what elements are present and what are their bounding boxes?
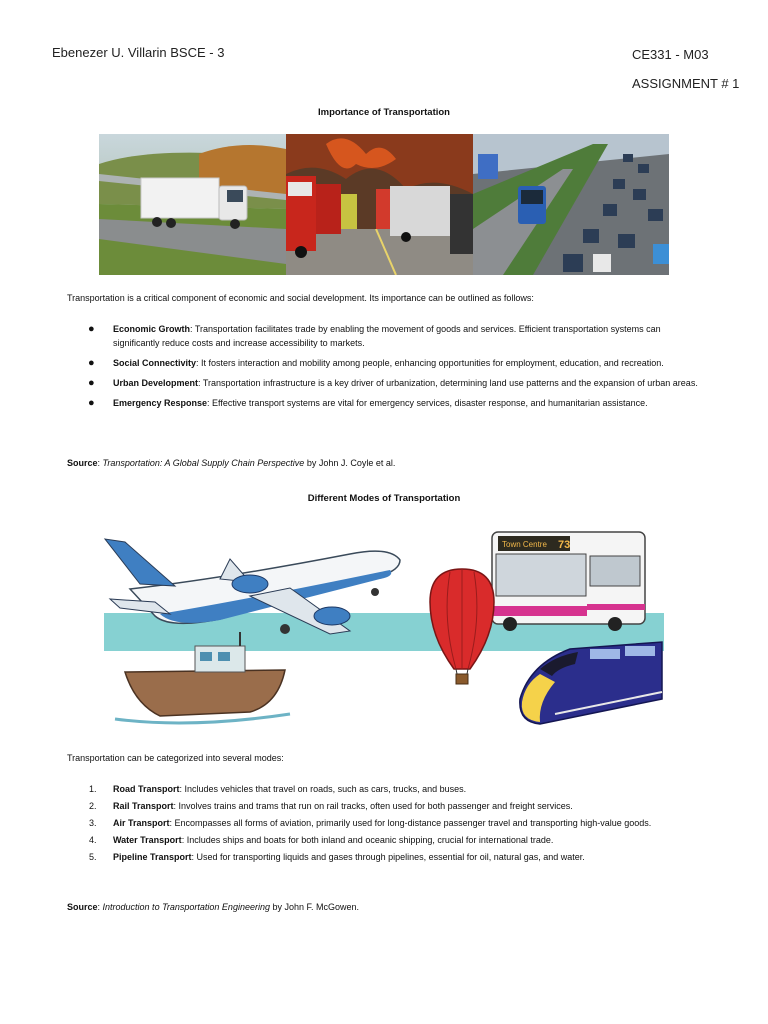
hot-air-balloon-illustration bbox=[430, 569, 494, 684]
modes-intro: Transportation can be categorized into several modes: bbox=[67, 753, 284, 763]
importance-intro: Transportation is a critical component of economic and social development. Its importance can be outlined as follows: bbox=[67, 293, 534, 303]
bullet-term: Urban Development bbox=[113, 378, 199, 388]
bullet-text: : It fosters interaction and mobility among people, enhancing opportunities for employment, education, and recreation. bbox=[196, 358, 664, 368]
bullet-icon: ● bbox=[88, 377, 95, 389]
mode-text: : Includes ships and boats for both inland and oceanic shipping, crucial for international trade. bbox=[181, 835, 554, 845]
source-title: Transportation: A Global Supply Chain Perspective bbox=[102, 458, 305, 468]
list-number: 4. bbox=[89, 835, 97, 845]
mode-term: Air Transport bbox=[113, 818, 170, 828]
traffic-photo bbox=[473, 134, 669, 275]
fire-trucks-photo bbox=[286, 134, 473, 275]
bullet-text: : Effective transport systems are vital for emergency services, disaster response, and humanitarian assistance. bbox=[207, 398, 648, 408]
transport-modes-illustration bbox=[100, 524, 670, 739]
mode-text: : Encompasses all forms of aviation, primarily used for long-distance passenger travel and transporting high-value goods. bbox=[169, 818, 652, 828]
list-number: 5. bbox=[89, 852, 97, 862]
bullet-term: Social Connectivity bbox=[113, 358, 197, 368]
list-item bbox=[67, 799, 707, 813]
list-item bbox=[67, 833, 707, 847]
list-item bbox=[67, 376, 707, 390]
bus-destination-sign: Town Centre bbox=[502, 540, 547, 549]
bullet-text: : Transportation infrastructure is a key driver of urbanization, determining land use patterns and the expansion of urban areas. bbox=[198, 378, 698, 388]
list-item bbox=[67, 356, 707, 370]
mode-text: : Involves trains and trams that run on rail tracks, often used for both passenger and freight services. bbox=[173, 801, 573, 811]
source-author: by John F. McGowen. bbox=[269, 902, 360, 912]
mode-term: Water Transport bbox=[113, 835, 182, 845]
list-item bbox=[67, 816, 707, 830]
list-item bbox=[67, 322, 707, 350]
source-label: Source bbox=[67, 902, 98, 912]
section-title-modes: Different Modes of Transportation bbox=[307, 493, 461, 504]
mode-term: Pipeline Transport bbox=[113, 852, 192, 862]
source-title: Introduction to Transportation Engineering bbox=[102, 902, 270, 912]
list-item bbox=[67, 396, 707, 410]
bullet-text: : Transportation facilitates trade by enabling the movement of goods and services. Efficient transportation systems can significantly reduce costs and increase accessibility to markets. bbox=[113, 324, 661, 348]
list-number: 1. bbox=[89, 784, 97, 794]
assignment-label: ASSIGNMENT # 1 bbox=[632, 76, 740, 91]
train-illustration bbox=[520, 642, 662, 724]
list-number: 3. bbox=[89, 818, 97, 828]
bullet-term: Economic Growth bbox=[113, 324, 191, 334]
source-citation-1: Source: Transportation: A Global Supply Chain Perspective by John J. Coyle et al. bbox=[67, 458, 396, 468]
mode-term: Rail Transport bbox=[113, 801, 174, 811]
list-item bbox=[67, 850, 707, 864]
source-author: by John J. Coyle et al. bbox=[304, 458, 396, 468]
course-code: CE331 - M03 bbox=[632, 47, 709, 62]
bullet-icon: ● bbox=[88, 357, 95, 369]
source-citation-2: Source: Introduction to Transportation Engineering by John F. McGowen. bbox=[67, 902, 360, 912]
bus-route-number: 73 bbox=[558, 539, 571, 551]
truck-photo bbox=[99, 134, 286, 275]
author-line: Ebenezer U. Villarin BSCE - 3 bbox=[52, 45, 225, 60]
source-label: Source bbox=[67, 458, 98, 468]
list-number: 2. bbox=[89, 801, 97, 811]
section-title-importance: Importance of Transportation bbox=[318, 107, 450, 118]
bullet-icon: ● bbox=[88, 323, 95, 335]
bus-illustration bbox=[492, 532, 645, 631]
modes-numbered-list bbox=[67, 782, 707, 867]
mode-term: Road Transport bbox=[113, 784, 180, 794]
bullet-icon: ● bbox=[88, 397, 95, 409]
bullet-term: Emergency Response bbox=[113, 398, 208, 408]
mode-text: : Includes vehicles that travel on roads, such as cars, trucks, and buses. bbox=[179, 784, 467, 794]
importance-bullet-list bbox=[67, 322, 707, 416]
mode-text: : Used for transporting liquids and gases through pipelines, essential for oil, natural gas, and water. bbox=[191, 852, 585, 862]
list-item bbox=[67, 782, 707, 796]
